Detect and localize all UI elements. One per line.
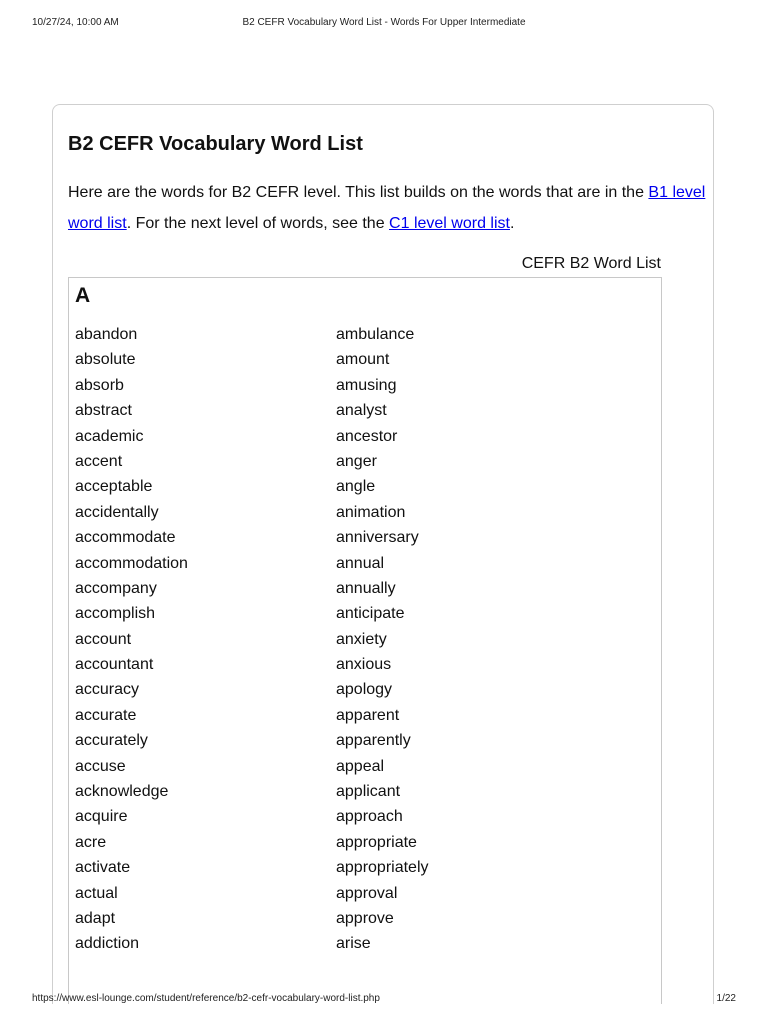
word-item: accommodation xyxy=(75,554,188,572)
word-item: account xyxy=(75,630,132,648)
print-document-title: B2 CEFR Vocabulary Word List - Words For Upper Intermediate xyxy=(242,17,526,28)
content-card xyxy=(52,104,714,1004)
word-item: amount xyxy=(336,351,390,369)
word-item: approach xyxy=(336,808,403,826)
word-item: apology xyxy=(336,681,393,699)
word-item: ancestor xyxy=(336,427,398,445)
word-item: anxious xyxy=(336,656,392,674)
word-item: accompany xyxy=(75,579,157,597)
word-item: anxiety xyxy=(336,630,387,648)
word-item: angle xyxy=(336,478,376,496)
word-item: actual xyxy=(75,884,118,902)
c1-level-link[interactable]: C1 level word list xyxy=(389,215,510,232)
print-datetime: 10/27/24, 10:00 AM xyxy=(32,17,119,28)
page-number: 1/22 xyxy=(716,993,736,1004)
word-item: accuracy xyxy=(75,681,140,699)
word-item: appropriate xyxy=(336,833,417,851)
table-caption: CEFR B2 Word List xyxy=(521,255,661,272)
word-item: accuse xyxy=(75,757,126,775)
word-item: approve xyxy=(336,909,394,927)
word-item: abandon xyxy=(75,326,138,343)
word-item: applicant xyxy=(336,783,401,801)
word-item: accomplish xyxy=(75,605,156,623)
word-item: addiction xyxy=(75,935,140,953)
word-item: analyst xyxy=(336,402,387,420)
section-letter-heading: A xyxy=(75,284,91,307)
word-item: accommodate xyxy=(75,529,176,547)
word-item: academic xyxy=(75,427,144,445)
word-item: ambulance xyxy=(336,326,415,343)
word-list-table xyxy=(68,277,662,1004)
word-item: anticipate xyxy=(336,605,405,623)
word-item: accountant xyxy=(75,656,154,674)
word-item: appeal xyxy=(336,757,385,775)
word-item: apparently xyxy=(336,732,411,750)
word-item: acknowledge xyxy=(75,783,169,801)
word-column-left xyxy=(75,322,188,957)
word-item: animation xyxy=(336,503,406,521)
word-item: annually xyxy=(336,579,396,597)
word-item: apparent xyxy=(336,706,400,724)
word-column-right xyxy=(336,322,429,957)
word-item: appropriately xyxy=(336,859,429,877)
page-title: B2 CEFR Vocabulary Word List xyxy=(68,133,363,155)
intro-text-3: . xyxy=(509,215,515,232)
b1-level-link[interactable]: B1 level word list xyxy=(68,184,706,232)
print-url: https://www.esl-lounge.com/student/reference/b2-cefr-vocabulary-word-list.php xyxy=(32,993,380,1004)
intro-paragraph xyxy=(68,177,708,239)
word-item: accent xyxy=(75,452,123,470)
word-item: amusing xyxy=(336,376,397,394)
word-item: anger xyxy=(336,452,377,470)
word-item: accurately xyxy=(75,732,148,750)
word-item: accurate xyxy=(75,706,137,724)
word-item: absolute xyxy=(75,351,136,369)
word-item: activate xyxy=(75,859,131,877)
print-header xyxy=(32,17,736,31)
word-item: annual xyxy=(336,554,385,572)
intro-text-2: . For the next level of words, see the xyxy=(126,215,390,232)
word-item: approval xyxy=(336,884,398,902)
word-item: anniversary xyxy=(336,529,419,547)
word-item: acquire xyxy=(75,808,128,826)
word-item: accidentally xyxy=(75,503,159,521)
word-item: abstract xyxy=(75,402,132,420)
word-item: absorb xyxy=(75,376,124,394)
intro-text-1: Here are the words for B2 CEFR level. This list builds on the words that are in the xyxy=(68,184,649,201)
word-item: adapt xyxy=(75,909,116,927)
word-item: acre xyxy=(75,833,107,851)
word-item: acceptable xyxy=(75,478,153,496)
print-footer xyxy=(32,993,736,1007)
word-item: arise xyxy=(336,935,371,953)
